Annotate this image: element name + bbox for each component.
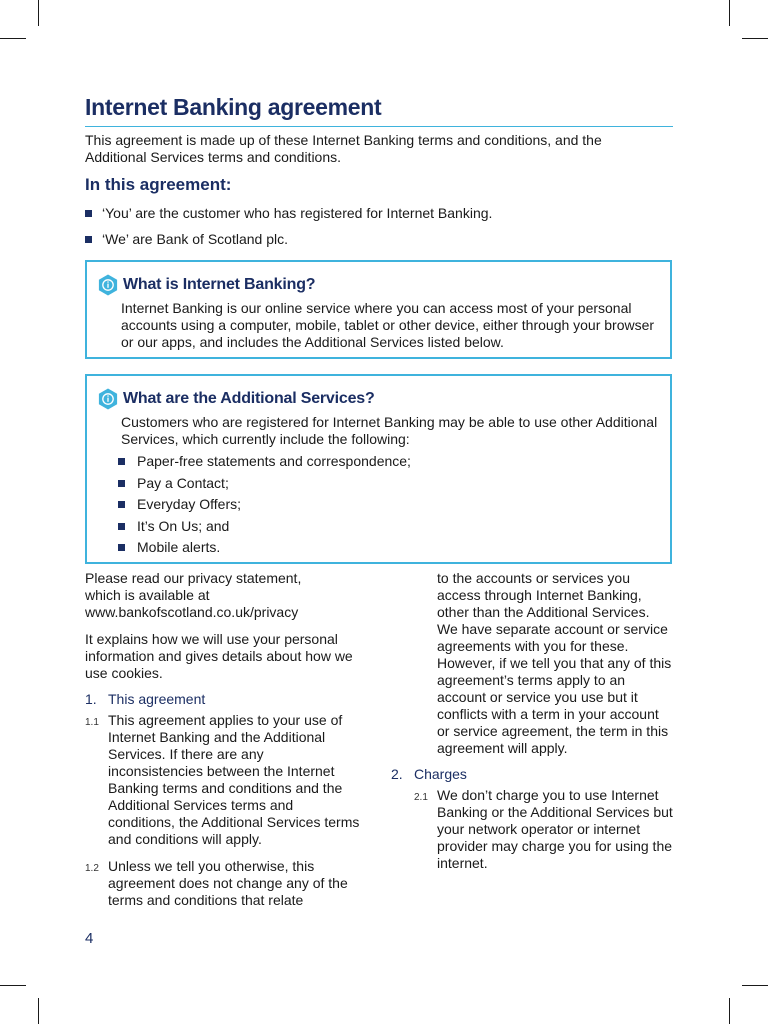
list-item: Pay a Contact; [118,473,658,495]
crop-mark [742,985,768,986]
list-item: Mobile alerts. [118,537,658,559]
clause-1-1: 1.1 This agreement applies to your use of Internet Banking and the Additional Services. If there are any inconsistencies between the Internet Banking terms and conditions and the Additional Services terms and conditions, the Additional Services terms and conditions will apply. [85,712,360,847]
list-item: ‘We’ are Bank of Scotland plc. [85,231,665,248]
list-item: Everyday Offers; [118,494,658,516]
section-heading-this-agreement: 1. This agreement [85,691,206,707]
right-column [391,570,673,872]
info-panel-internet-banking [85,260,672,359]
list-item: ‘You’ are the customer who has registered for Internet Banking. [85,205,665,222]
privacy-text: Please read our privacy statement, which is available at [85,570,302,603]
panel-title: What are the Additional Services? [123,390,375,407]
panel-title: What is Internet Banking? [123,276,316,293]
page-title: Internet Banking agreement [85,94,382,120]
page-number: 4 [85,930,94,947]
info-icon [97,274,119,296]
info-icon [97,388,119,410]
bullet-icon [85,210,92,217]
bullet-icon [118,458,125,465]
privacy-link[interactable]: www.bankofscotland.co.uk/privacy [85,604,299,620]
in-this-agreement-heading: In this agreement: [85,175,232,194]
panel-header [97,388,375,410]
list-item: It’s On Us; and [118,516,658,538]
crop-mark [38,0,39,26]
additional-services-list [118,451,658,559]
definitions-list [85,205,665,248]
crop-mark [38,998,39,1024]
bullet-icon [118,544,125,551]
crop-mark [0,38,26,39]
panel-body: Internet Banking is our online service where you can access most of your personal accounts using a computer, mobile, tablet or other device, either through your browser or our apps, and includes the Additional Services listed below. [121,300,655,350]
explains-text: It explains how we will use your personal information and gives details about how we use cookies. [85,631,353,681]
crop-mark [0,985,26,986]
clause-2-1: 2.1 We don’t charge you to use Internet Banking or the Additional Services but your network operator or internet provider may charge you for using the internet. [414,787,673,871]
title-divider [85,126,673,127]
crop-mark [729,0,730,26]
bullet-icon [118,523,125,530]
left-column [85,570,360,909]
section-heading-charges: 2. Charges [391,766,467,782]
clause-1-2-continued: to the accounts or services you access through Internet Banking, other than the Additional Services. We have separate account or service agreements with you for these. However, if we tell you that any of this agreement’s terms apply to an account or service you use but it conflicts with a term in your account or service agreement, the term in this agreement will apply. [437,570,672,756]
bullet-icon [118,501,125,508]
crop-mark [729,998,730,1024]
crop-mark [742,38,768,39]
clause-1-2: 1.2 Unless we tell you otherwise, this agreement does not change any of the terms and conditions that relate [85,858,348,908]
bullet-icon [85,236,92,243]
panel-header [97,274,315,296]
intro-text: This agreement is made up of these Internet Banking terms and conditions, and the Additional Services terms and conditions. [85,132,602,165]
info-panel-additional-services [85,374,672,564]
bullet-icon [118,480,125,487]
list-item: Paper-free statements and correspondence; [118,451,658,473]
panel-body: Customers who are registered for Internet Banking may be able to use other Additional Services, which currently include the following: [121,414,658,447]
